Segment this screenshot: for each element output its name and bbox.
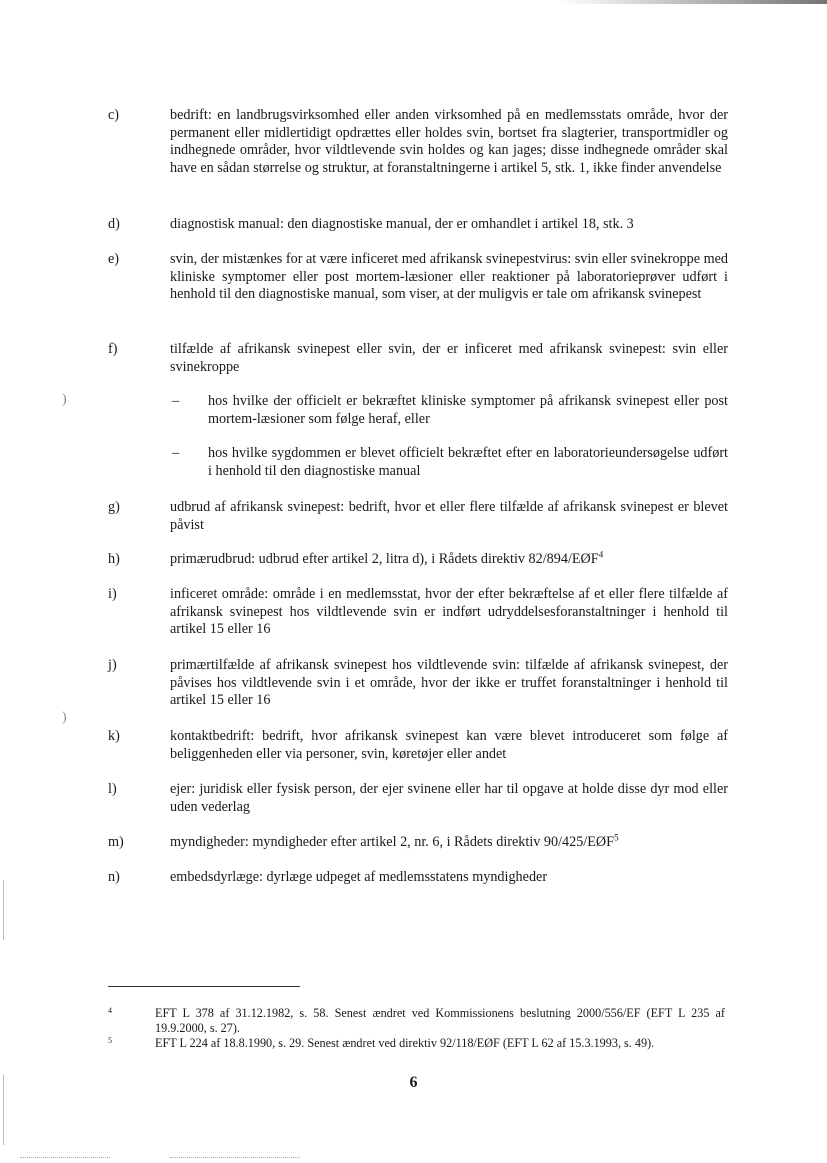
- item-text: kontaktbedrift: bedrift, hvor afrikansk svinepest kan være blevet introduceret som følge af beliggenheden eller via personer, svin, køretøjer eller andet: [170, 728, 728, 762]
- item-letter: n): [108, 869, 120, 885]
- item-letter: k): [108, 728, 120, 744]
- item-letter: g): [108, 499, 120, 515]
- subitem-text: hos hvilke sygdommen er blevet officielt bekræftet efter en laboratorieundersøgelse udført i henhold til den diagnostiske manual: [208, 445, 728, 479]
- item-text: primærudbrud: udbrud efter artikel 2, litra d), i Rådets direktiv 82/894/EØF$^4$: [170, 549, 604, 567]
- item-text: ejer: juridisk eller fysisk person, der ejer svinene eller har til opgave at holde disse dyr mod eller uden vederlag: [170, 781, 728, 815]
- scan-bottom-edge: [20, 1157, 110, 1159]
- item-text: bedrift: en landbrugsvirksomhed eller anden virksomhed på en medlemsstats område, hvor der permanent eller midlertidigt opdrættes eller holdes svin, bortset fra slagterier, transportmidler og indhegnede områder, hvor vildtlevende svin holdes og kan jages; disse indhegnede områder skal have en sådan størrelse og struktur, at foranstaltningerne i artikel 5, stk. 1, ikke finder anvendelse: [170, 107, 728, 176]
- item-text: inficeret område: område i en medlemsstat, hvor der efter bekræftelse af et eller flere tilfælde af afrikansk svinepest hos vildtlevende svin er indført udryddelsesforanstaltninger i henhold til artikel 15 eller 16: [170, 586, 728, 638]
- item-letter: l): [108, 781, 117, 797]
- footnote-text: EFT L 224 af 18.8.1990, s. 29. Senest ændret ved direktiv 92/118/EØF (EFT L 62 af 15.3.1993, s. 49).: [155, 1036, 655, 1050]
- footnote-ref: 5: [614, 832, 619, 843]
- item-text: svin, der mistænkes for at være inficeret med afrikansk svinepestvirus: svin eller svinekroppe med kliniske symptomer eller post mortem-læsioner eller reaktioner på laboratorieprøver udført i henhold til den diagnostiske manual, som viser, at der muligvis er tale om afrikansk svinepest: [170, 251, 728, 303]
- dash-bullet: –: [172, 445, 180, 461]
- scan-left-edge: [3, 880, 4, 940]
- item-letter: d): [108, 216, 120, 232]
- item-letter: j): [108, 657, 117, 673]
- item-letter: c): [108, 107, 120, 123]
- footnote-mark: 5: [108, 1036, 112, 1045]
- subitem-text: hos hvilke der officielt er bekræftet kliniske symptomer på afrikansk svinepest eller post mortem-læsioner som følge heraf, eller: [208, 393, 728, 427]
- footnote-separator: [108, 986, 300, 987]
- scan-bracket-mark: ): [62, 392, 67, 407]
- footnote-text: EFT L 378 af 31.12.1982, s. 58. Senest ændret ved Kommissionens beslutning 2000/556/EF (EFT L 235 af 19.9.2000, s. 27).: [155, 1006, 725, 1035]
- item-letter: f): [108, 341, 118, 357]
- item-text: primærtilfælde af afrikansk svinepest hos vildtlevende svin: tilfælde af afrikansk svinepest, der påvises hos vildtlevende svin i et område, hvor der ikke er truffet foranstaltninger i henhold til artikel 15 eller 16: [170, 657, 728, 709]
- item-text: udbrud af afrikansk svinepest: bedrift, hvor et eller flere tilfælde af afrikansk svinepest er blevet påvist: [170, 499, 728, 533]
- scan-bottom-edge: [170, 1157, 300, 1159]
- item-letter: e): [108, 251, 120, 267]
- footnote-mark: 4: [108, 1006, 112, 1015]
- page-number: 6: [409, 1074, 418, 1091]
- scan-bracket-mark: ): [62, 710, 67, 725]
- scan-top-edge: [560, 0, 827, 4]
- item-text: myndigheder: myndigheder efter artikel 2, nr. 6, i Rådets direktiv 90/425/EØF$^5$: [170, 832, 619, 850]
- item-letter: m): [108, 834, 124, 850]
- item-text: embedsdyrlæge: dyrlæge udpeget af medlemsstatens myndigheder: [170, 869, 548, 885]
- item-text: diagnostisk manual: den diagnostiske manual, der er omhandlet i artikel 18, stk. 3: [170, 216, 634, 232]
- item-letter: i): [108, 586, 117, 602]
- item-text: tilfælde af afrikansk svinepest eller svin, der er inficeret med afrikansk svinepest: svin eller svinekroppe: [170, 341, 728, 375]
- dash-bullet: –: [172, 393, 180, 409]
- footnote-ref: 4: [598, 549, 604, 560]
- item-letter: h): [108, 551, 120, 567]
